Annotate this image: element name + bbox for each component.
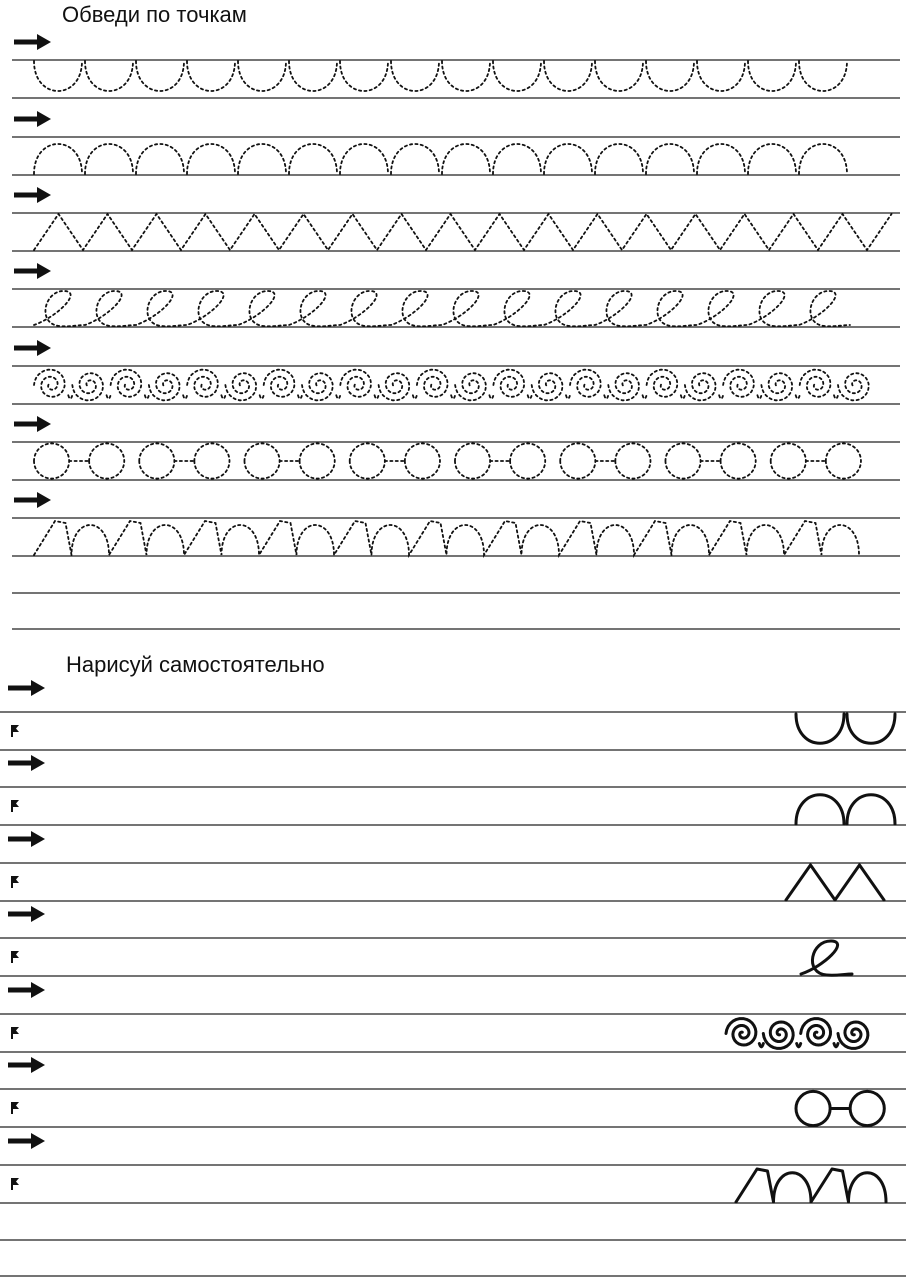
arrow-right-icon [14,187,51,203]
dotted-trace-cup [34,61,847,91]
sample-pattern-arch [796,795,895,824]
flag-icon [12,1027,19,1039]
arrow-right-icon [14,263,51,279]
flag-icon [12,876,19,888]
arrow-right-icon [8,1057,45,1073]
section-title-free: Нарисуй самостоятельно [66,652,325,677]
arrow-right-icon [14,340,51,356]
arrow-right-icon [8,680,45,696]
flag-icon [12,800,19,812]
flag-icon [12,951,19,963]
arrow-right-icon [14,111,51,127]
arrow-right-icon [8,755,45,771]
flag-icon [12,1178,19,1190]
arrow-right-icon [14,34,51,50]
dotted-trace-spiral [34,370,869,401]
sample-pattern-wave-diagonal [736,1169,886,1202]
arrow-right-icon [8,1133,45,1149]
dotted-trace-zigzag [34,214,892,250]
arrow-right-icon [14,416,51,432]
arrow-right-icon [14,492,51,508]
sample-pattern-circle-link [796,1091,884,1125]
sample-pattern-loop [801,941,852,975]
dotted-trace-circle-link [34,443,861,478]
arrow-right-icon [8,906,45,922]
sample-pattern-cup [796,714,895,743]
sample-pattern-zigzag [786,865,884,900]
flag-icon [12,1102,19,1114]
sample-pattern-spiral [726,1019,868,1049]
dotted-trace-wave-diagonal [34,521,859,555]
dotted-trace-arch [34,144,847,174]
arrow-right-icon [8,982,45,998]
dotted-trace-loop [34,291,850,326]
section-title-trace: Обведи по точкам [62,2,247,27]
flag-icon [12,725,19,737]
arrow-right-icon [8,831,45,847]
